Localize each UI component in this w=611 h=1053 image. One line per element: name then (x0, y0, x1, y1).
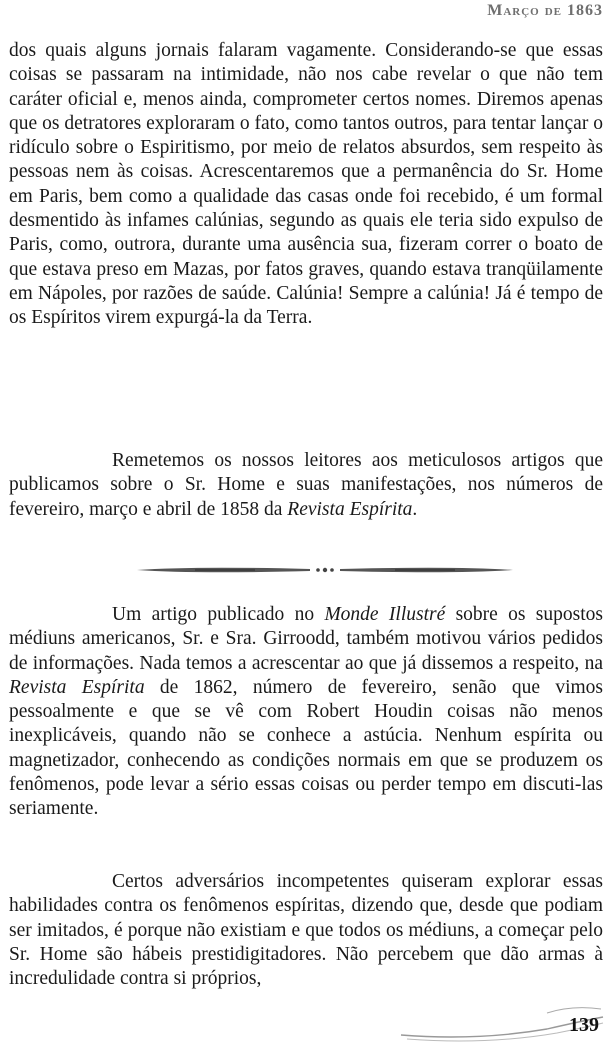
page-footer (397, 1001, 607, 1047)
running-head: Março de 1863 (487, 2, 603, 19)
paragraph-3-c: de 1862, número de fevereiro, senão que vimos pessoalmente e que se vê com Robert Houdin coisas não menos inexplicáveis, quando não se conhece a astúcia. Nenhum espírita ou magnetizador, conhecendo as condições normais em que se produzem os fenômenos, pode levar a sério essas coisas ou perder tempo em discuti-las seriamente. (9, 676, 603, 820)
paragraph-3-italic-1: Monde Illustré (324, 604, 446, 625)
paragraph-3 (9, 603, 603, 822)
ornament-divider-icon (135, 563, 515, 577)
paragraph-2 (9, 449, 603, 522)
page-number: 139 (569, 1014, 599, 1036)
paragraph-3-italic-2: Revista Espírita (9, 676, 145, 698)
paragraph-4: Certos adversários incompetentes quiseram explorar essas habilidades contra os fenômenos espíritas, dizendo que, desde que podiam ser imitados, é porque não existiam e que todos os médiuns, a começar pelo Sr. Home são hábeis prestidigitadores. Não percebem que dão armas à incredulidade contra si próprios, (9, 871, 603, 990)
paragraph-2-end: . (412, 498, 418, 520)
paragraph-1: dos quais alguns jornais falaram vagamente. Considerando-se que essas coisas se passaram na intimidade, não nos cabe revelar o que não tem caráter oficial e, menos ainda, comprometer certos nomes. Diremos apenas que os detratores exploraram o fato, como tantos outros, para tentar lançar o ridículo sobre o Espiritismo, por meio de relatos absurdos, sem respeito às pessoas nem às coisas. Acrescentaremos que a permanência do Sr. Home em Paris, bem como a qualidade das casas onde foi recebido, é um formal desmentido às infames calúnias, segundo as quais ele teria sido expulso de Paris, como, outrora, durante uma ausência sua, fizeram correr o boato de que estava preso em Mazas, por fatos graves, quando estava tranqüilamente em Nápoles, por razões de saúde. Calúnia! Sempre a calúnia! Já é tempo de os Espíritos virem expurgá-la da Terra. (9, 40, 603, 329)
paragraph-3-b: sobre os supostos médiuns americanos, Sr. e Sra. Girroodd, também motivou vários pedidos de informações. Nada temos a acrescentar ao que já dissemos a respeito, na (9, 604, 603, 674)
paragraph-2-italic: Revista Espírita (287, 498, 413, 520)
paragraph-3-a: Um artigo publicado no (112, 604, 325, 625)
paragraph-2-text: Remetemos os nossos leitores aos meticulosos artigos que publicamos sobre o Sr. Home e suas manifestações, nos números de fevereiro, março e abril de 1858 da (9, 450, 603, 520)
